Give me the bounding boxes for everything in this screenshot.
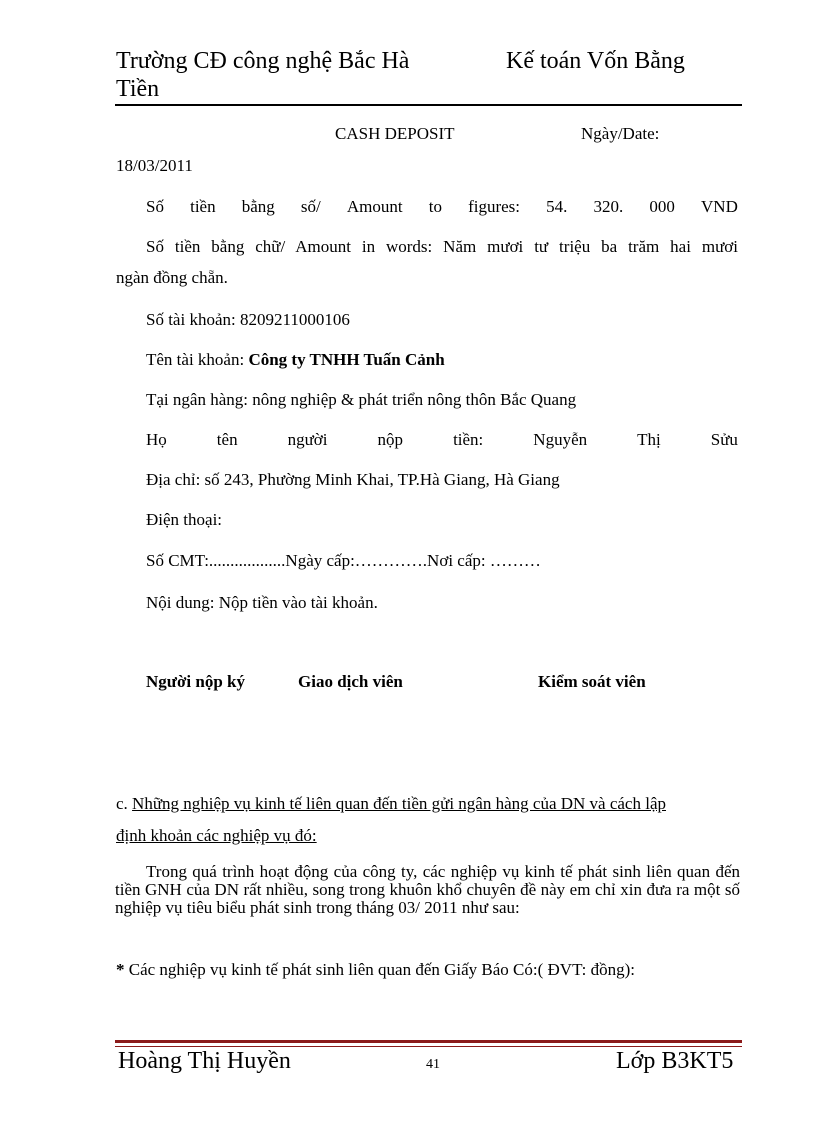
footer-rule-thin — [115, 1046, 742, 1047]
word: Thị — [637, 430, 661, 449]
header-subject: Kế toán Vốn Bằng — [506, 48, 685, 74]
amount-words-line2: ngàn đồng chẵn. — [116, 268, 228, 287]
date-value: 18/03/2011 — [116, 156, 193, 175]
word: 54. — [546, 197, 568, 216]
header-school: Trường CĐ công nghệ Bắc Hà — [116, 48, 410, 74]
word: figures: — [468, 197, 521, 216]
footer-rule-thick — [115, 1040, 742, 1043]
page-number: 41 — [426, 1057, 440, 1072]
word: nộp — [377, 430, 404, 449]
form-title: CASH DEPOSIT — [335, 124, 455, 143]
word: 320. — [593, 197, 624, 216]
word: 000 — [649, 197, 675, 216]
word: người — [287, 430, 328, 449]
bullet-text: Các nghiệp vụ kinh tế phát sinh liên quan đến Giấy Báo Có:( ĐVT: đồng): — [128, 960, 635, 979]
word: to — [428, 197, 442, 216]
word: VND — [701, 197, 738, 216]
account-name-value: Công ty TNHH Tuấn Cảnh — [248, 350, 445, 369]
word: tiền — [190, 197, 216, 216]
id-card-line: Số CMT:..................Ngày cấp:………….Nơi cấp: ……… — [146, 551, 541, 570]
word: Họ — [146, 430, 167, 449]
section-c-heading-text: Những nghiệp vụ kinh tế liên quan đến tiền gửi ngân hàng của DN và cách lập — [132, 794, 666, 813]
word: tên — [216, 430, 238, 449]
section-c-heading-text2: định khoản các nghiệp vụ đó: — [116, 826, 317, 845]
header-rule — [115, 104, 742, 106]
section-c-paragraph: Trong quá trình hoạt động của công ty, các nghiệp vụ kinh tế phát sinh liên quan đến tiền GNH của DN rất nhiều, song trong khuôn khổ chuyên đề này em chỉ xin đưa ra một số nghiệp vụ tiêu biểu phát sinh trong tháng 03/ 2011 như sau: — [115, 862, 740, 917]
header-school-continued: Tiền — [116, 76, 160, 102]
deposit-content: Nội dung: Nộp tiền vào tài khoản. — [146, 593, 378, 612]
word: Sửu — [710, 430, 738, 449]
word: tiền: — [453, 430, 484, 449]
address: Địa chỉ: số 243, Phường Minh Khai, TP.Hà Giang, Hà Giang — [146, 470, 560, 489]
bank-name: Tại ngân hàng: nông nghiệp & phát triển nông thôn Bắc Quang — [146, 390, 577, 409]
amount-words-line1: Số tiền bằng chữ/ Amount in words: Năm mươi tư triệu ba trăm hai mươi — [146, 237, 738, 256]
section-c-prefix: c. — [116, 794, 128, 813]
signature-supervisor: Kiểm soát viên — [538, 672, 646, 691]
account-name-label: Tên tài khoản: — [146, 350, 245, 369]
footer-author: Hoàng Thị Huyền — [118, 1048, 291, 1074]
word: Amount — [346, 197, 403, 216]
bullet-mark: * — [116, 960, 125, 979]
word: Nguyễn — [533, 430, 588, 449]
signature-teller: Giao dịch viên — [298, 672, 403, 691]
section-c-heading-line1 — [116, 794, 666, 814]
footer-class: Lớp B3KT5 — [616, 1048, 734, 1074]
account-number: Số tài khoản: 8209211000106 — [146, 310, 350, 329]
date-label: Ngày/Date: — [581, 124, 660, 143]
bullet-line — [116, 960, 635, 980]
depositor-line — [146, 430, 738, 450]
account-name-line — [146, 350, 445, 370]
word: Số — [146, 197, 164, 216]
word: bằng — [241, 197, 275, 216]
word: số/ — [300, 197, 321, 216]
phone: Điện thoại: — [146, 510, 223, 529]
section-c-heading-line2 — [116, 826, 317, 846]
signature-depositor: Người nộp ký — [146, 672, 245, 691]
amount-figures-line — [146, 197, 738, 217]
